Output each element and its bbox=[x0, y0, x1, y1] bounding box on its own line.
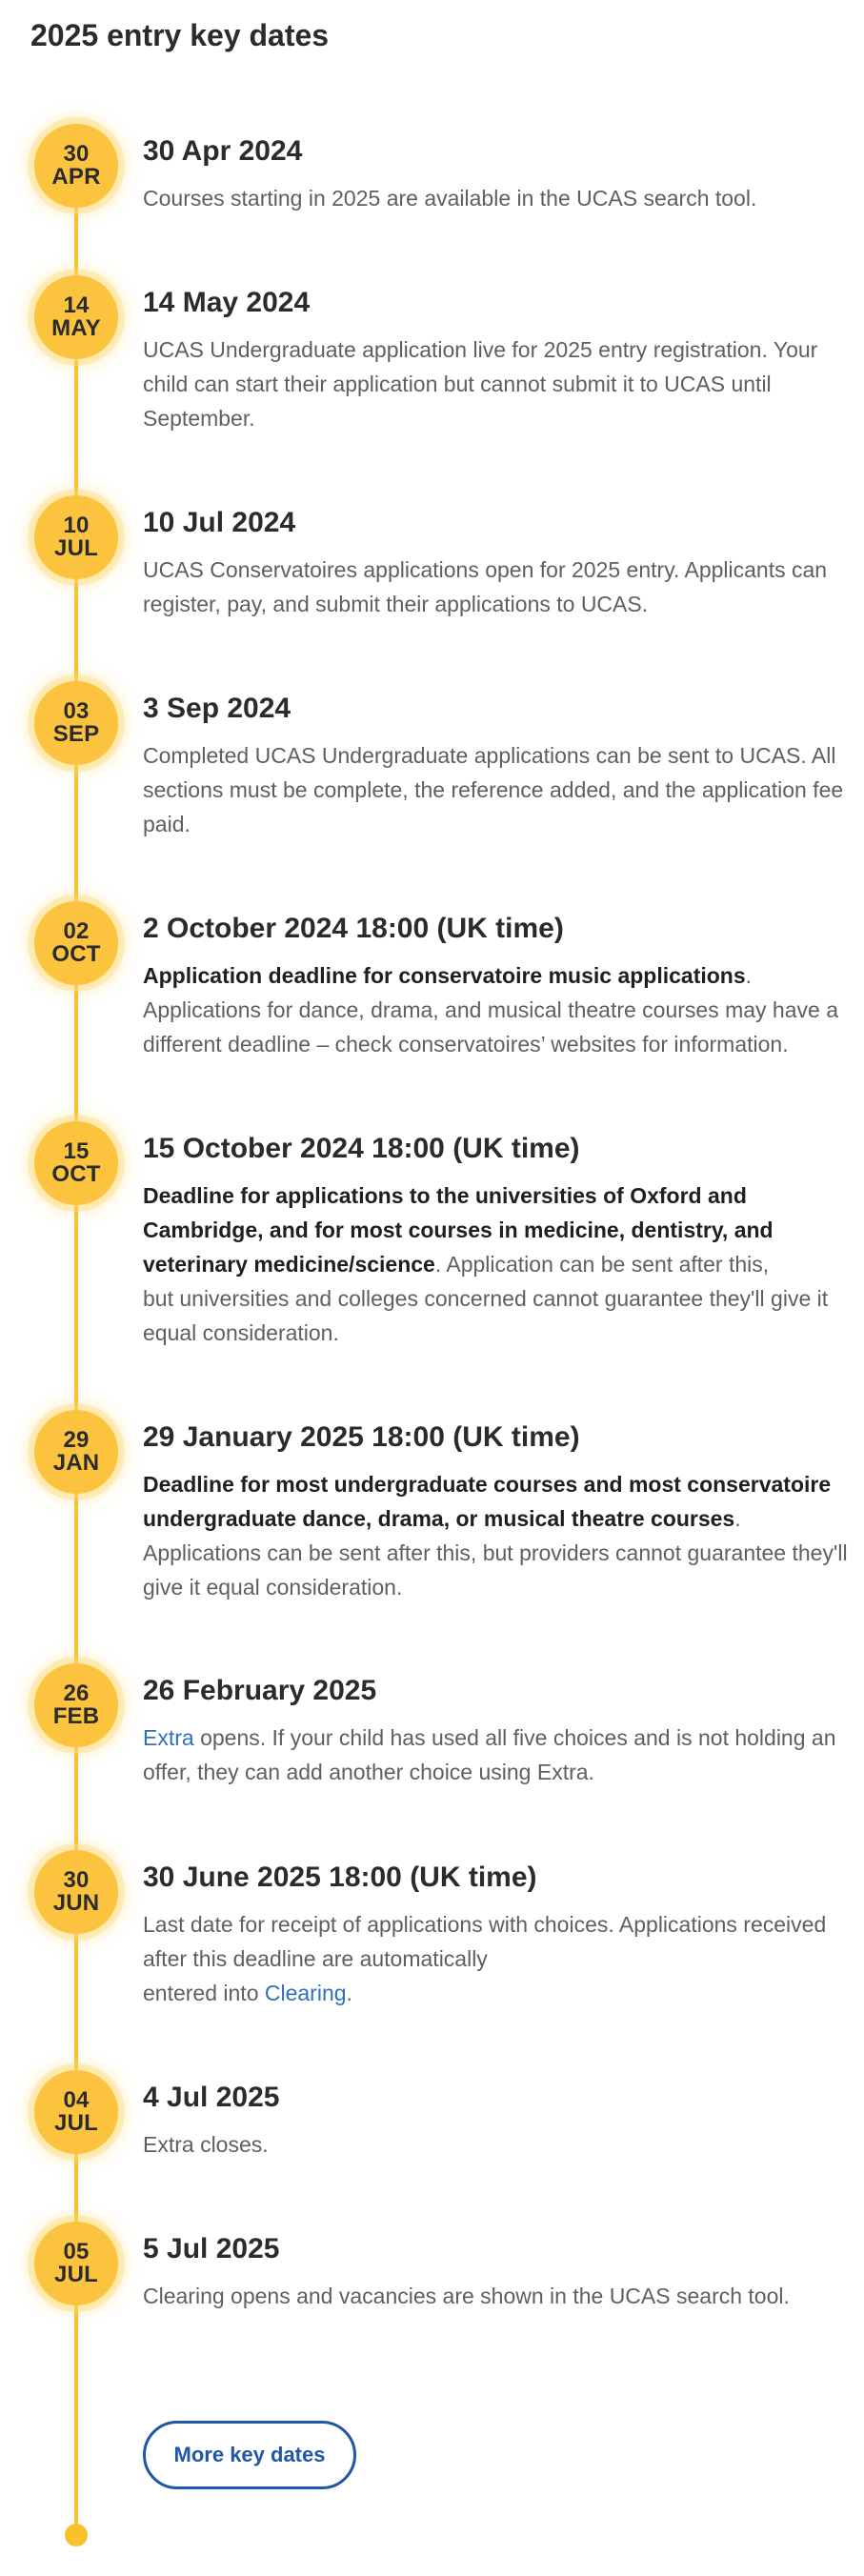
entry-bold-text: Deadline for applications to the universities of Oxford and Cambridge, and for most courses in medicine, dentistry, and veterinary medicine/science bbox=[143, 1183, 774, 1277]
entry-text bbox=[143, 181, 853, 215]
badge-day: 14 bbox=[63, 292, 90, 318]
badge-month: MAY bbox=[51, 315, 101, 341]
entry-content bbox=[143, 689, 853, 841]
badge-month: SEP bbox=[52, 721, 100, 747]
badge-day: 10 bbox=[63, 513, 90, 538]
entry-text bbox=[143, 1721, 853, 1789]
timeline-line bbox=[74, 133, 78, 2537]
entry-content bbox=[143, 1418, 853, 1604]
entry-description: Courses starting in 2025 are available in the UCAS search tool. bbox=[143, 186, 757, 211]
date-badge bbox=[34, 495, 118, 579]
date-badge bbox=[34, 1121, 118, 1205]
date-badge bbox=[34, 275, 118, 359]
entry-text bbox=[143, 2279, 853, 2313]
entry-heading: 3 Sep 2024 bbox=[143, 693, 291, 724]
entry-description: opens. If your child has used all five choices and is not holding an offer, they can add another choice using Extra. bbox=[143, 1725, 836, 1784]
entry-bold-suffix: . Application can be sent after this, bbox=[434, 1252, 770, 1277]
badge-day: 30 bbox=[63, 141, 90, 167]
entry-heading: 26 February 2025 bbox=[143, 1675, 377, 1706]
entry-description: Applications for dance, drama, and musical theatre courses may have a different deadline – check conservatoires’ websites for information. bbox=[143, 997, 838, 1057]
entry-content bbox=[143, 283, 853, 435]
date-badge bbox=[34, 124, 118, 208]
entry-description: UCAS Conservatoires applications open for 2025 entry. Applicants can register, pay, and submit their applications to UCAS. bbox=[143, 557, 828, 616]
badge-day: 29 bbox=[63, 1427, 90, 1453]
badge-month: OCT bbox=[51, 1161, 101, 1187]
entry-text bbox=[143, 1178, 853, 1350]
badge-day: 04 bbox=[63, 2087, 90, 2113]
entry-heading: 30 Apr 2024 bbox=[143, 135, 303, 167]
badge-month: OCT bbox=[51, 941, 101, 967]
entry-description: Completed UCAS Undergraduate applications can be sent to UCAS. All sections must be complete, the reference added, and the application fee paid. bbox=[143, 743, 844, 836]
entry-heading: 30 June 2025 18:00 (UK time) bbox=[143, 1862, 537, 1893]
entry-description: Applications can be sent after this, but providers cannot guarantee they'll give it equal consideration. bbox=[143, 1540, 848, 1600]
entry-heading: 14 May 2024 bbox=[143, 287, 311, 318]
date-badge bbox=[34, 2222, 118, 2305]
entry-bold-suffix: . bbox=[734, 1506, 741, 1531]
entry-heading: 2 October 2024 18:00 (UK time) bbox=[143, 913, 564, 944]
date-badge bbox=[34, 1663, 118, 1747]
entry-text bbox=[143, 2127, 853, 2162]
badge-day: 02 bbox=[63, 918, 90, 944]
entry-content bbox=[143, 131, 853, 215]
entry-bold-text: Deadline for most undergraduate courses and most conservatoire undergraduate dance, drama, or musical theatre courses bbox=[143, 1472, 832, 1531]
badge-month: APR bbox=[51, 164, 101, 190]
entry-link-suffix: . bbox=[346, 1981, 352, 2005]
entry-text bbox=[143, 1907, 853, 2010]
entry-bold-suffix: . bbox=[745, 963, 753, 988]
entry-heading: 29 January 2025 18:00 (UK time) bbox=[143, 1421, 580, 1453]
entry-content bbox=[143, 909, 853, 1061]
badge-day: 30 bbox=[63, 1867, 90, 1893]
entry-content bbox=[143, 1858, 853, 2010]
entry-content bbox=[143, 2078, 853, 2162]
entry-heading: 5 Jul 2025 bbox=[143, 2233, 280, 2264]
entry-content bbox=[143, 503, 853, 621]
timeline-end-dot bbox=[65, 2524, 88, 2546]
entry-description: Clearing opens and vacancies are shown in the UCAS search tool. bbox=[143, 2284, 790, 2308]
entry-heading: 15 October 2024 18:00 (UK time) bbox=[143, 1133, 580, 1164]
entry-description: but universities and colleges concerned cannot guarantee they'll give it equal consideration. bbox=[143, 1286, 829, 1345]
date-badge bbox=[34, 1850, 118, 1934]
entry-content bbox=[143, 2229, 853, 2313]
date-badge bbox=[34, 2070, 118, 2154]
badge-month: JUL bbox=[54, 535, 98, 561]
entry-heading: 10 Jul 2024 bbox=[143, 507, 296, 538]
entry-text bbox=[143, 958, 853, 1061]
date-badge bbox=[34, 1410, 118, 1494]
page-title: 2025 entry key dates bbox=[30, 18, 330, 52]
badge-day: 05 bbox=[63, 2239, 90, 2264]
badge-month: JUN bbox=[52, 1890, 100, 1916]
entry-description: Last date for receipt of applications with choices. Applications received after this deadline are automatically bbox=[143, 1912, 827, 1971]
entry-heading: 4 Jul 2025 bbox=[143, 2082, 280, 2113]
badge-day: 15 bbox=[63, 1138, 90, 1164]
more-key-dates-button[interactable]: More key dates bbox=[143, 2421, 356, 2489]
entry-content bbox=[143, 1129, 853, 1350]
entry-bold-text: Application deadline for conservatoire music applications bbox=[143, 963, 746, 988]
badge-month: JAN bbox=[52, 1450, 100, 1476]
entry-text bbox=[143, 738, 853, 841]
badge-month: JUL bbox=[54, 2262, 98, 2287]
entry-content bbox=[143, 1671, 853, 1789]
entry-text bbox=[143, 332, 853, 435]
badge-month: FEB bbox=[52, 1703, 100, 1729]
entry-description: Extra closes. bbox=[143, 2132, 269, 2157]
date-badge bbox=[34, 681, 118, 765]
entry-text bbox=[143, 1467, 853, 1604]
extra-link[interactable]: Extra bbox=[143, 1725, 194, 1750]
badge-month: JUL bbox=[54, 2110, 98, 2136]
badge-day: 03 bbox=[63, 698, 90, 724]
entry-text bbox=[143, 553, 853, 621]
entry-description-line2: entered into bbox=[143, 1981, 265, 2005]
date-badge bbox=[34, 901, 118, 985]
badge-day: 26 bbox=[63, 1680, 90, 1706]
entry-description: UCAS Undergraduate application live for 2025 entry registration. Your child can start their application but cannot submit it to UCAS until September. bbox=[143, 337, 818, 431]
clearing-link[interactable]: Clearing bbox=[264, 1981, 347, 2005]
